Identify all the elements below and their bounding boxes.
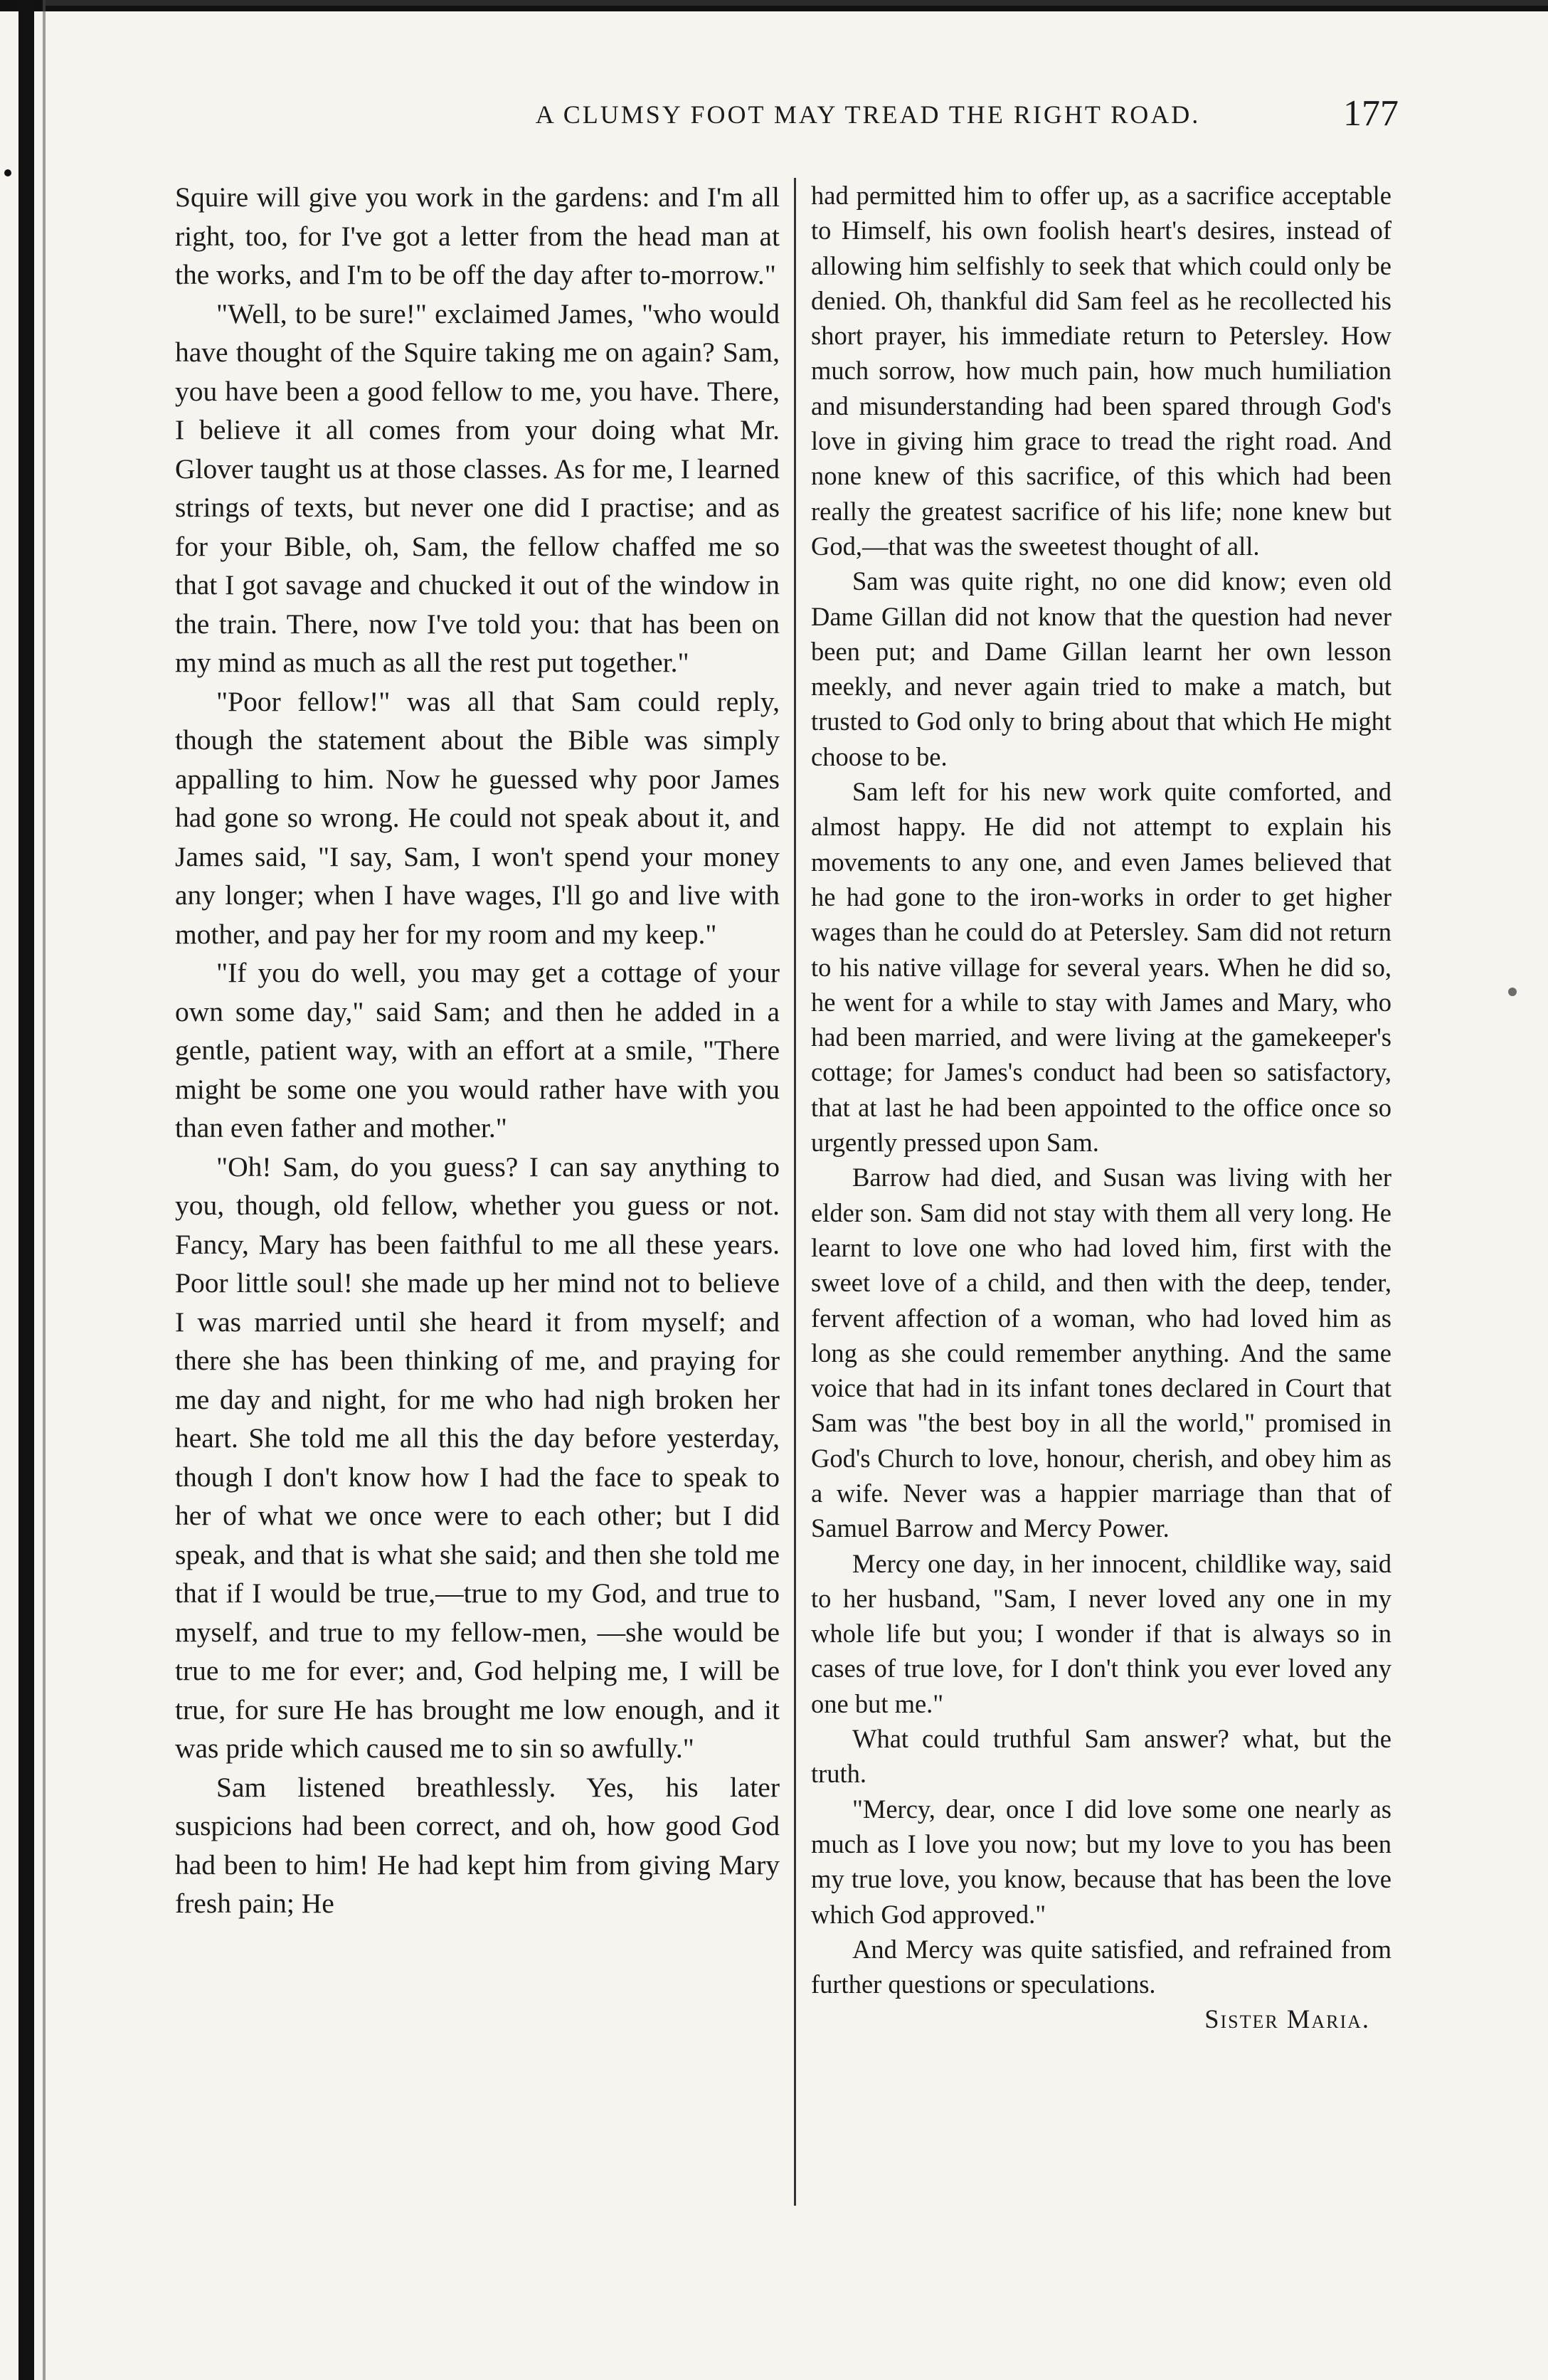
paragraph: Barrow had died, and Susan was living with her elder son. Sam did not stay with them all very long. He learnt to love one who had loved him, first with the sweet love of a child, and then with the deep, tender, fervent affection of a woman, who had loved him as long as she could remember anything. And the same voice that had in its infant tones declared in Court that Sam was "the best boy in all the world," promised in God's Church to love, honour, cherish, and obey him as a wife. Never was a happier marriage than that of Samuel Barrow and Mercy Power. — [811, 1163, 1391, 1543]
paragraph: "If you do well, you may get a cottage of your own some day," said Sam; and then he added in a gentle, patient way, with an effort at a smile, "There might be some one you would rather have with you than even father and mother." — [175, 957, 780, 1143]
running-title: A CLUMSY FOOT MAY TREAD THE RIGHT ROAD. — [535, 100, 1201, 129]
binding-shadow-line — [43, 0, 46, 2380]
paragraph: "Mercy, dear, once I did love some one nearly as much as I love you now; but my love to you has been my true love, you know, because that has been the love which God approved." — [811, 1794, 1391, 1929]
paragraph: Mercy one day, in her innocent, childlike way, said to her husband, "Sam, I never loved any one in my whole life but you; I wonder if that is always so in cases of true love, for I don't think you ever loved any one but me." — [811, 1548, 1391, 1718]
paragraph: What could truthful Sam answer? what, but the truth. — [811, 1724, 1391, 1789]
author-signature: Sister Maria. — [1204, 2004, 1370, 2034]
top-border-rule — [46, 0, 1548, 6]
paragraph: Sam left for his new work quite comforted, and almost happy. He did not attempt to explain his movements to any one, and even James believed that he had gone to the iron-works in order to get higher wages than he could do at Petersley. Sam did not return to his native village for several years. When he did so, he went for a while to stay with James and Mary, who had been married, and were living at the gamekeeper's cottage; for James's conduct had been so satisfactory, that at last he had been appointed to the office once so urgently pressed upon Sam. — [811, 777, 1391, 1158]
column-divider — [794, 178, 796, 2206]
speck-mark — [4, 169, 11, 176]
paragraph: Squire will give you work in the gardens: and I'm all right, too, for I've got a letter from the head man at the works, and I'm to be off the day after to-morrow." — [175, 181, 780, 290]
paragraph: Sam was quite right, no one did know; even old Dame Gillan did not know that the question had never been put; and Dame Gillan learnt her own lesson meekly, and never again tried to make a match, but trusted to God only to bring about that which He might choose to be. — [811, 566, 1391, 771]
paragraph: "Poor fellow!" was all that Sam could reply, though the statement about the Bible was simply appalling to him. Now he guessed why poor James had gone so wrong. He could not speak about it, and James said, "I say, Sam, I won't spend your money any longer; when I have wages, I'll go and live with mother, and pay her for my room and my keep." — [175, 685, 780, 950]
paragraph: Sam listened breathlessly. Yes, his later suspicions had been correct, and oh, how good God had been to him! He had kept him from giving Mary fresh pain; He — [175, 1771, 780, 1919]
left-column — [175, 178, 780, 1923]
paragraph: "Oh! Sam, do you guess? I can say anything to you, though, old fellow, whether you guess or not. Fancy, Mary has been faithful to me all these years. Poor little soul! she made up her mind not to believe I was married until she heard it from myself; and there she has been thinking of me, and praying for me day and night, for me who had nigh broken her heart. She told me all this the day before yesterday, though I don't know how I had the face to speak to her of what we once were to each other; but I did speak, and that is what she said; and then she told me that if I would be true,—true to my God, and true to myself, and true to my fellow-men, —she would be true to me for ever; and, God helping me, I will be true, for sure He has brought me low enough, and it was pride which caused me to sin so awfully." — [175, 1151, 780, 1764]
right-column — [811, 178, 1391, 2037]
paragraph: And Mercy was quite satisfied, and refrained from further questions or speculations. — [811, 1934, 1391, 1999]
paragraph: had permitted him to offer up, as a sacrifice acceptable to Himself, his own foolish heart's desires, instead of allowing him selfishly to seek that which could only be denied. Oh, thankful did Sam feel as he recollected his short prayer, his immediate return to Petersley. How much sorrow, how much pain, how much humiliation and misunderstanding had been spared through God's love in giving him grace to tread the right road. And none knew of this sacrifice, of this which had been really the greatest sacrifice of his life; none knew but God,—that was the sweetest thought of all. — [811, 181, 1391, 561]
paragraph: "Well, to be sure!" exclaimed James, "who would have thought of the Squire taking me on again? Sam, you have been a good fellow to me, you have. There, I believe it all comes from your doing what Mr. Glover taught us at those classes. As for me, I learned strings of texts, but never one did I practise; and as for your Bible, oh, Sam, the fellow chaffed me so that I got savage and chucked it out of the window in the train. There, now I've told you: that has been on my mind as much as all the rest put together." — [175, 297, 780, 678]
speck-mark — [1508, 988, 1517, 996]
binding-shadow — [18, 0, 34, 2380]
page-number: 177 — [1343, 93, 1399, 134]
